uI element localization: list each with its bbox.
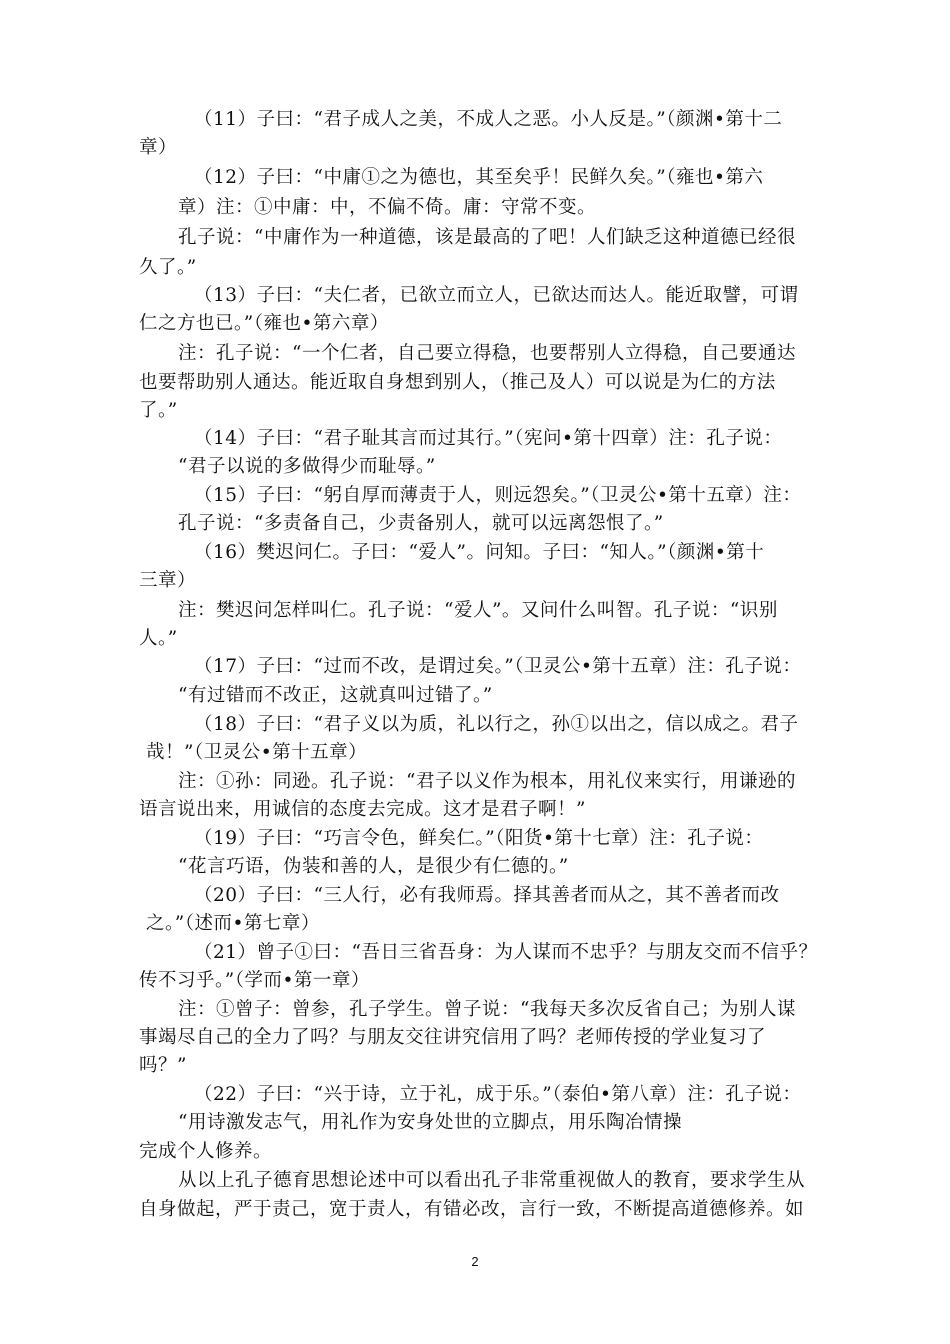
text-line: 从以上孔子德育思想论述中可以看出孔子非常重视做人的教育，要求学生从 <box>178 1170 806 1191</box>
page-number: 2 <box>471 1254 479 1269</box>
text-line: 久了。” <box>139 257 197 278</box>
text-line: （22）子曰：“兴于诗，立于礼，成于乐。”（泰伯•第八章）注：孔子说： <box>194 1084 802 1105</box>
text-line: （17）子曰：“过而不改，是谓过矣。”（卫灵公•第十五章）注：孔子说： <box>194 656 802 677</box>
text-line: 也要帮助别人通达。能近取自身想到别人，（推己及人）可以说是为仁的方法 <box>139 372 776 393</box>
text-line: 注：①曾子：曾参，孔子学生。曾子说：“我每天多次反省自己；为别人谋 <box>178 999 796 1020</box>
text-line: 完成个人修养。 <box>139 1141 273 1162</box>
text-line: 语言说出来，用诚信的态度去完成。这才是君子啊！” <box>139 799 586 820</box>
text-line: 事竭尽自己的全力了吗？与朋友交往讲究信用了吗？老师传授的学业复习了 <box>139 1027 767 1048</box>
text-line: 注：樊迟问怎样叫仁。孔子说：“爱人”。又问什么叫智。孔子说：“识别 <box>178 600 778 621</box>
text-line: （14）子曰：“君子耻其言而过其行。”（宪问•第十四章）注：孔子说： <box>194 428 783 449</box>
text-line: “花言巧语，伪装和善的人，是很少有仁德的。” <box>178 856 569 877</box>
text-line: 章）注：①中庸：中，不偏不倚。庸：守常不变。 <box>178 197 597 218</box>
text-line: “有过错而不改正，这就真叫过错了。” <box>178 685 493 706</box>
text-line: （20）子曰：“三人行，必有我师焉。择其善者而从之，其不善者而改 <box>194 885 780 906</box>
text-line: “君子以说的多做得少而耻辱。” <box>178 456 436 477</box>
text-line: 吗？” <box>139 1055 187 1076</box>
text-line: （12）子曰：“中庸①之为德也，其至矣乎！民鲜久矣。”（雍也•第六 <box>194 167 764 188</box>
text-line: （13）子曰：“夫仁者，已欲立而立人，已欲达而达人。能近取譬，可谓 <box>194 285 799 306</box>
text-line: 仁之方也已。”（雍也•第六章） <box>139 313 389 334</box>
text-line: （19）子曰：“巧言令色，鲜矣仁。”（阳货•第十七章）注：孔子说： <box>194 828 764 849</box>
text-line: 传不习乎。”（学而•第一章） <box>139 970 370 991</box>
text-line: “用诗激发志气，用礼作为安身处世的立脚点，用乐陶冶情操 <box>178 1112 682 1133</box>
text-line: 人。” <box>139 628 178 649</box>
text-line: （16）樊迟问仁。子曰：“爱人”。问知。子曰：“知人。”（颜渊•第十 <box>194 542 765 563</box>
text-line: 哉！”（卫灵公•第十五章） <box>146 742 368 763</box>
text-line: （15）子曰：“躬自厚而薄责于人，则远怨矣。”（卫灵公•第十五章）注： <box>194 485 802 506</box>
text-line: （21）曾子①曰：“吾日三省吾身：为人谋而不忠乎？与朋友交而不信乎？ <box>194 942 818 963</box>
text-line: 孔子说：“多责备自己，少责备别人，就可以远离怨恨了。” <box>178 513 664 534</box>
text-line: 三章） <box>139 570 197 591</box>
text-line: 了。” <box>139 400 178 421</box>
text-line: 注：孔子说：“一个仁者，自己要立得稳，也要帮别人立得稳，自己要通达 <box>178 343 796 364</box>
text-line: 孔子说：“中庸作为一种道德，该是最高的了吧！人们缺乏这种道德已经很 <box>178 227 796 248</box>
text-line: （11）子曰：“君子成人之美，不成人之恶。小人反是。”（颜渊•第十二 <box>194 109 783 130</box>
text-line: 章） <box>139 137 178 158</box>
text-line: 自身做起，严于责己，宽于责人，有错必改，言行一致，不断提高道德修养。如 <box>139 1199 805 1220</box>
text-line: 之。”（述而•第七章） <box>146 913 320 934</box>
text-line: （18）子曰：“君子义以为质，礼以行之，孙①以出之，信以成之。君子 <box>194 714 799 735</box>
text-line: 注：①孙：同逊。孔子说：“君子以义作为根本，用礼仪来实行，用谦逊的 <box>178 771 796 792</box>
